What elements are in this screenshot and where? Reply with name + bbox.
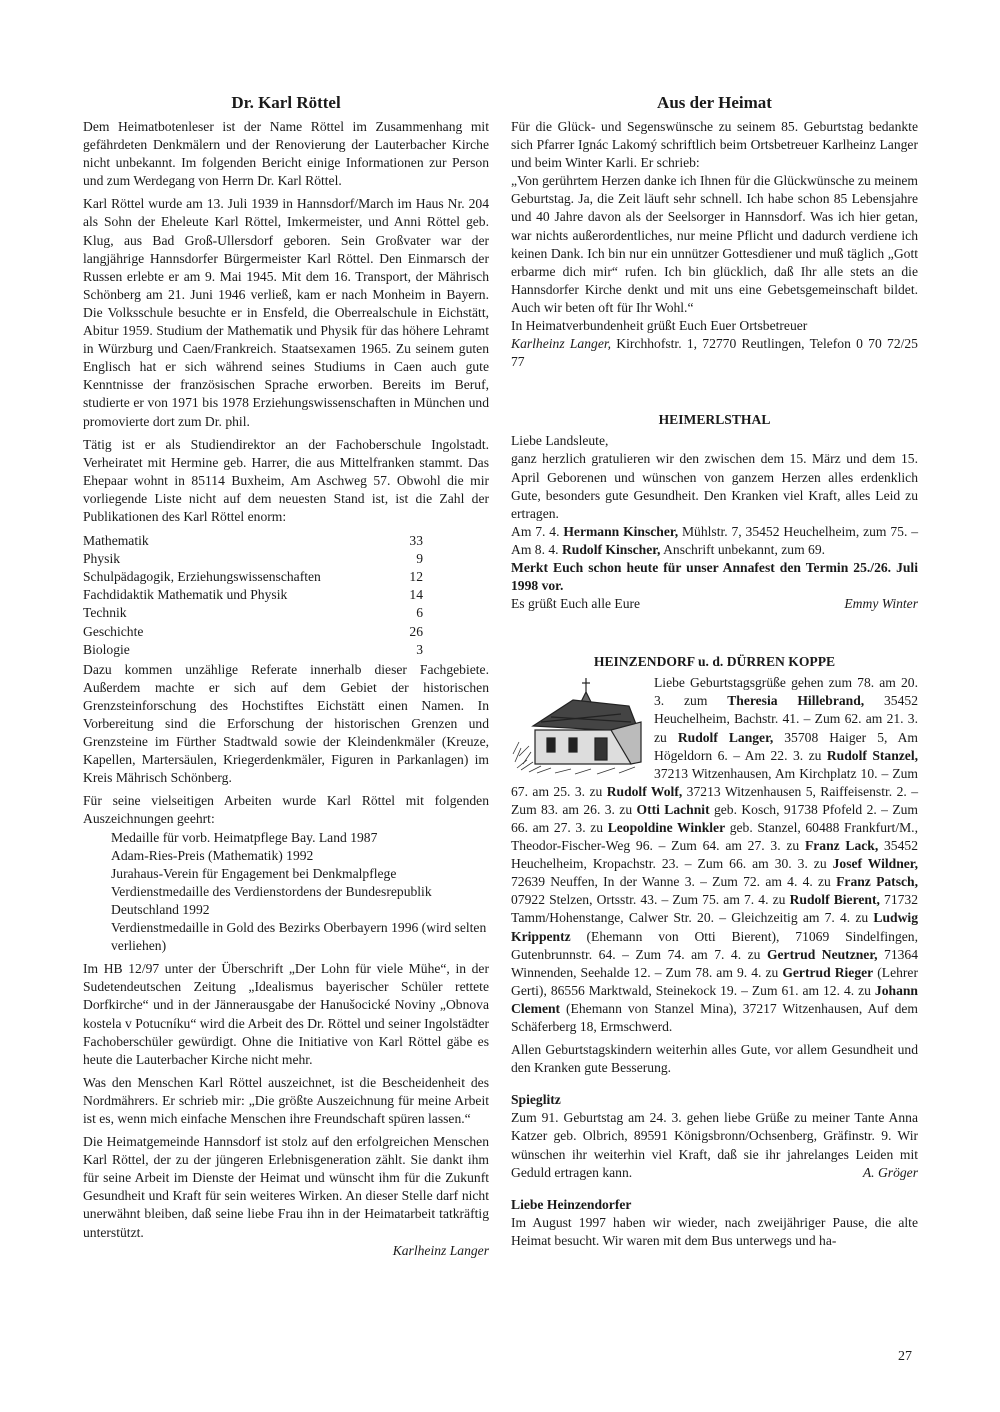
greeting: Liebe Landsleute,	[511, 433, 609, 449]
person-name: Rudolf Kinscher,	[561, 541, 661, 557]
right-column	[511, 92, 918, 1250]
text-run: 71732 Tamm/Hohenstange, Calwer Str. 20. – Gleichzeitig am 7. 4. zu	[511, 892, 919, 926]
signature: Karlheinz Langer	[392, 1242, 489, 1258]
paragraph: Karl Röttel wurde am 13. Juli 1939 in Hannsdorf/March im Haus Nr. 204 als Sohn der Eheleute Karl Röttel, Imkermeister, und Anni Röttel geb. Klug, aus Bad Groß-Ullersdorf geboren. Sein Großvater war der langjährige Hannsdorfer Bürgermeister Karl Röttel. Den Einmarsch der Russen erlebte er am 9. Mai 1945. Mit dem 16. Transport, der Mährisch Schönberg am 21. Juni 1946 verließ, kam er nach Monheim in Bayern. Die Volksschule besuchte er in Ensfeld, die Oberrealschule in Eichstätt, Abitur 1959. Studium der Mathematik und Physik für das höhere Lehramt in Würzburg und Caen/Frankreich. Staatsexamen 1965. Zu seinem guten Englisch hat er sich während seines Studiums in Caen auch gute Kenntnisse der französischen Sprache erworben. Bereits im Beruf, studierte er von 1971 bis 1978 Erziehungswissenschaften in München und promovierte dort zum Dr. phil.	[83, 196, 489, 429]
publication-subject: Biologie	[83, 641, 130, 657]
text-run: 72639 Neuffen, In der Wanne 3. – Zum 72. am 4. 4. zu	[511, 874, 837, 890]
section-title-heinzendorf: HEINZENDORF u. d. DÜRREN KOPPE	[593, 654, 836, 670]
signature: Emmy Winter	[844, 596, 918, 612]
text-run: 37213 Witzenhausen 5, Raiffeisenstr. 2. – Zum 83. am 26. 3. zu	[511, 783, 918, 817]
text-run: (Lehrer Gerti), 86556 Marktwald, Steinekock 19. – Zum 61. am 12. 4. zu	[511, 964, 918, 998]
text-run: 35452 Heuchelheim, Kropachstr. 23. – Zum 66. am 30. 3. zu	[511, 838, 918, 872]
publication-count: 26	[409, 623, 423, 639]
text-run: Am 7. 4.	[511, 523, 564, 539]
publication-row	[83, 641, 425, 659]
section-title-liebe-heinzendorfer: Liebe Heinzendorfer	[511, 1196, 632, 1212]
paragraph: Allen Geburtstagskindern weiterhin alles Gute, vor allem Gesundheit und den Kranken gute Besserung.	[511, 1042, 918, 1076]
signature: A. Gröger	[862, 1164, 918, 1180]
section-liebe-heinzendorfer	[511, 1196, 918, 1250]
closing-text: Es grüßt Euch alle Eure	[511, 596, 641, 612]
publication-subject: Physik	[83, 551, 121, 567]
text-run: Anschrift unbekannt, zum 69.	[660, 541, 826, 557]
church-illustration	[511, 676, 646, 776]
text-run: 35708 Haiger 5, Am Högeldorn 6. – Am 22. 3. zu	[654, 729, 919, 763]
section-title-aus-der-heimat: Aus der Heimat	[657, 93, 772, 112]
text-run: geb. Stanzel, 60488 Frankfurt/M., Theodor-Fischer-Weg 96. – Zum 64. am 27. 3. zu	[511, 820, 918, 854]
signature-name: Karlheinz Langer,	[511, 336, 612, 352]
publication-row	[83, 586, 425, 604]
person-name: Franz Patsch,	[836, 874, 918, 890]
person-name: Josef Wildner,	[832, 856, 918, 872]
publication-subject: Geschichte	[83, 623, 144, 639]
article-title-roettel: Dr. Karl Röttel	[231, 93, 341, 112]
publication-count: 3	[416, 641, 423, 657]
text-run: Mühlstr. 7, 35452 Heuchelheim, zum 75. – Am 8. 4.	[511, 523, 918, 557]
publication-subject: Schulpädagogik, Erziehungswissenschaften	[83, 569, 321, 585]
event-notice: Merkt Euch schon heute für unser Annafest den Termin 25./26. Juli 1998 vor.	[511, 559, 918, 594]
publication-count: 6	[416, 605, 423, 621]
signature-address: Kirchhofstr. 1, 72770 Reutlingen, Telefon 0 70 72/25 77	[511, 336, 918, 370]
person-name: Gertrud Rieger	[782, 964, 874, 980]
section-spieglitz	[511, 1091, 918, 1181]
publication-row	[83, 568, 425, 586]
section-heinzendorf	[511, 653, 918, 1077]
awards-list	[111, 829, 489, 956]
text-run: 71364 Winnenden, Seehalde 12. – Zum 78. am 9. 4. zu	[511, 946, 919, 980]
paragraph: Was den Menschen Karl Röttel auszeichnet, ist die Bescheidenheit des Nordmährers. Er schrieb mir: „Die größte Auszeichnung für meine Arbeit ist es, wenn mich einfache Menschen ihre Freundschaft spüren lassen.“	[83, 1074, 489, 1126]
paragraph: Tätig ist er als Studiendirektor an der Fachoberschule Ingolstadt. Verheiratet mit Hermine geb. Harrer, die aus Mittelfranken stammt. Das Ehepaar wohnt in 85114 Buxheim, Am Aschweg 57. Obwohl die mir vorliegende Liste nicht auf dem neuesten Stand ist, ist die Zahl der Publikationen des Karl Röttel enorm:	[83, 436, 489, 524]
publication-row	[83, 623, 425, 641]
section-heimerlsthal	[511, 411, 918, 613]
paragraph: Für die Glück- und Segenswünsche zu seinem 85. Geburtstag bedankte sich Pfarrer Ignác Lakomý schriftlich beim Ortsbetreuer Karlheinz Langer und beim Winter Karli. Er schrieb:	[511, 119, 918, 171]
person-name: Rudolf Langer,	[677, 729, 774, 745]
paragraph: Für seine vielseitigen Arbeiten wurde Karl Röttel mit folgenden Auszeichnungen geehrt:	[83, 793, 489, 827]
paragraph: „Von gerührtem Herzen danke ich Ihnen für die Glückwünsche zu meinem Geburtstag. Ja, die Zeit läuft sehr schnell. Ich habe schon 85 Lebensjahre und 40 Jahre davon als der Seelsorger in Hannsdorf. Was ich hier getan, war nichts außerordentliches, nur meine Pflicht und dadurch verdiene ich keinen Dank. Ich bin nur ein unnützer Gottesdiener und muß täglich „Gott erbarme dich mir“ rufen. Ich bin glücklich, daß Ihr alle stets an die Hannsdorfer Kirche denkt und mit uns eine Gebetsgemeinschaft bildet. Auch wir beten oft für Ihr Wohl.“	[511, 173, 918, 315]
birthday-paragraph	[511, 523, 918, 559]
person-name: Theresia Hillebrand,	[727, 693, 865, 709]
publication-count: 14	[409, 587, 423, 603]
paragraph: In Heimatverbundenheit grüßt Euch Euer Ortsbetreuer	[511, 318, 808, 334]
text-run: 37213 Witzenhausen, Am Kirchplatz 10. – Zum 67. am 25. 3. zu	[511, 765, 918, 799]
person-name: Rudolf Bierent,	[789, 892, 880, 908]
paragraph: ganz herzlich gratulieren wir den zwischen dem 15. März und dem 15. April Geborenen und wünschen von ganzem Herzen alles erdenklich Gute, besonders gute Gesundheit. Den Kranken viel Kraft, alles Leid zu ertragen.	[511, 451, 918, 521]
publication-count: 12	[409, 569, 423, 585]
person-name: Johann Clement	[511, 982, 918, 1016]
person-name: Rudolf Wolf,	[606, 783, 683, 799]
paragraph: Dem Heimatbotenleser ist der Name Röttel im Zusammenhang mit gefährdeten Denkmälern und der Renovierung der Lauterbacher Kirche nicht unbekannt. Im folgenden Bericht einige Informationen zur Person und zum Werdegang von Herrn Dr. Karl Röttel.	[83, 119, 489, 189]
section-title-heimerlsthal: HEIMERLSTHAL	[658, 412, 771, 428]
award-item: Verdienstmedaille des Verdienstordens der Bundesrepublik Deutschland 1992	[111, 883, 432, 917]
signature-line	[511, 335, 918, 371]
person-name: Hermann Kinscher,	[563, 523, 679, 539]
person-name: Franz Lack,	[804, 838, 879, 854]
person-name: Leopoldine Winkler	[607, 820, 726, 835]
award-item: Adam-Ries-Preis (Mathematik) 1992	[111, 847, 314, 863]
text-run: geb. Kosch, 91738 Pfofeld 2. – Zum 66. am 27. 3. zu	[511, 801, 918, 835]
page-number: 27	[898, 1349, 912, 1364]
section-title-spieglitz: Spieglitz	[511, 1092, 561, 1108]
person-name: Gertrud Neutzner,	[766, 946, 878, 962]
award-item: Medaille für vorb. Heimatpflege Bay. Land 1987	[111, 829, 378, 845]
award-item: Jurahaus-Verein für Engagement bei Denkmalpflege	[111, 865, 397, 881]
paragraph: Zum 91. Geburtstag am 24. 3. gehen liebe Grüße zu meiner Tante Anna Katzer geb. Olbrich, 89591 Königsbronn/Ochsenberg, Gräfinstr. 9. Wir wünschen ihr weiterhin viel Kraft, daß sie ihr jahrelanges Leiden mit Geduld ertragen kann.	[511, 1110, 918, 1180]
text-run: (Ehemann von Stanzel Mina), 37217 Witzenhausen, Auf dem Schäferberg 18, Ermschwerd.	[511, 1000, 918, 1035]
publications-table	[83, 532, 425, 659]
text-run: 07922 Stelzen, Ortsstr. 43. – Zum 75. am 7. 4. zu	[511, 892, 790, 908]
person-name: Ludwig Krippentz	[511, 910, 918, 944]
person-name: Rudolf Stanzel,	[826, 747, 919, 763]
publication-row	[83, 604, 425, 622]
paragraph: Die Heimatgemeinde Hannsdorf ist stolz auf den erfolgreichen Menschen Karl Röttel, der zu der jüngeren Erlebnisgeneration zählt. Sie dankt ihm für seine Arbeit im Dienste der Heimat und wünscht ihm für die Zukunft Gesundheit und Kraft für sein weiteres Wirken. An dieser Stelle darf nicht unerwähnt bleiben, daß seine liebe Frau ihn in der Heimatarbeit tatkräftig unterstützt.	[83, 1134, 489, 1240]
text-run: (Ehemann von Otti Bierent), 71069 Sindelfingen, Gutenbrunnstr. 64. – Zum 74. am 7. 4. zu	[511, 928, 918, 962]
publication-subject: Technik	[83, 605, 127, 621]
paragraph: Dazu kommen unzählige Referate innerhalb dieser Fachgebiete. Außerdem machte er sich auf dem Gebiet der historischen Grenzsteinforschung des Hochstiftes Eichstätt einen Namen. In Vorbereitung sind die Erforschung der historischen Grenzen und Grenzsteine im Fürther Stadtwald sowie der Kleindenkmäler (Kreuze, Kapellen, Martersäulen, Kriegerdenkmäler, Figuren in Parkanlagen) im Kreis Mährisch Schönberg.	[83, 661, 489, 786]
text-run: 35452 Heuchelheim, Bachstr. 41. – Zum 62. am 21. 3. zu	[654, 693, 918, 745]
publication-subject: Fachdidaktik Mathematik und Physik	[83, 587, 288, 603]
person-name: Otti Lachnit	[636, 801, 710, 817]
publication-row	[83, 550, 425, 568]
award-item: Verdienstmedaille in Gold des Bezirks Oberbayern 1996 (wird selten verliehen)	[111, 920, 487, 954]
publication-count: 33	[409, 533, 423, 549]
left-column	[83, 92, 489, 1260]
text-run: Liebe Geburtstagsgrüße gehen zum 78. am 20. 3. zum	[654, 675, 918, 709]
paragraph: Im August 1997 haben wir wieder, nach zweijähriger Pause, die alte Heimat besucht. Wir waren mit dem Bus unterwegs und ha-	[511, 1214, 918, 1248]
paragraph: Im HB 12/97 unter der Überschrift „Der Lohn für viele Mühe“, in der Sudetendeutschen Zeitung „Idealismus bayerischer Schüler rettete Dorfkirche“ und in der Jännerausgabe der Hanušocické Noviny „Obnova kostela v Potucníku“ wird die Arbeit des Dr. Röttel und seiner Ingolstädter Fachoberschüler gewürdigt. Ohne die Initiative von Karl Röttel gäbe es heute die Lauterbacher Kirche nicht mehr.	[83, 961, 489, 1067]
publication-count: 9	[416, 551, 423, 567]
publication-subject: Mathematik	[83, 533, 149, 549]
closing-row	[511, 595, 918, 613]
publication-row	[83, 532, 425, 550]
